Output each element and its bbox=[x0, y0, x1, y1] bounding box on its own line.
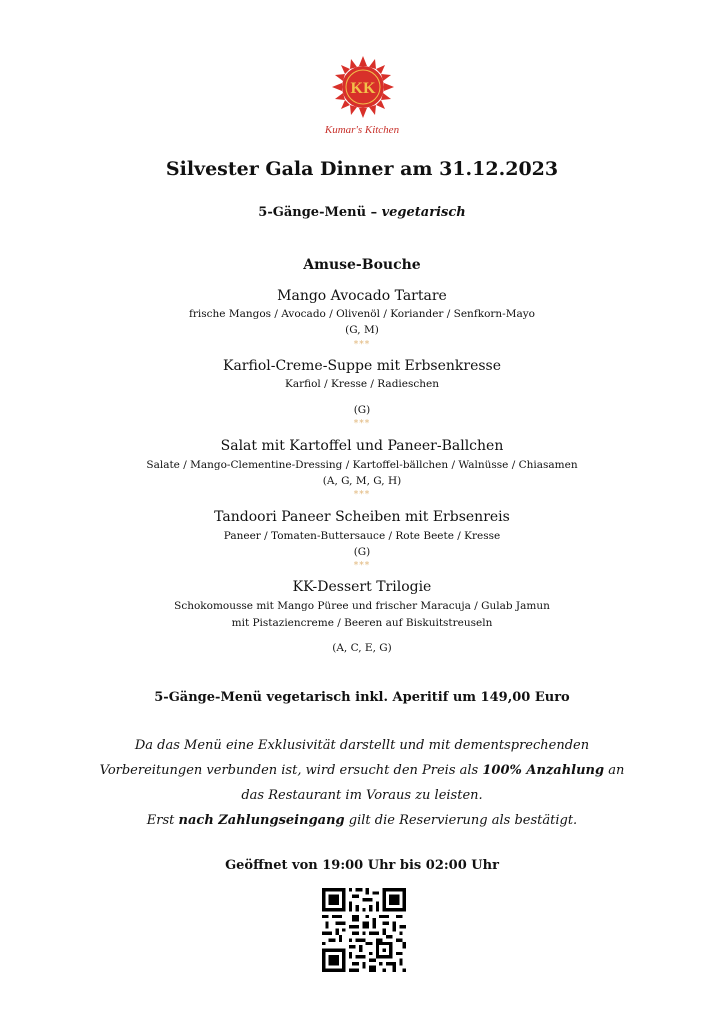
dish-name: KK-Dessert Trilogie bbox=[292, 579, 432, 595]
dish-name: Karfiol-Creme-Suppe mit Erbsenkresse bbox=[222, 358, 502, 374]
logo-monogram: KK bbox=[350, 80, 376, 97]
note-line-1: Da das Menü eine Exklusivität darstellt und mit dementsprechenden bbox=[134, 738, 590, 753]
dish-description-2: mit Pistaziencreme / Beeren auf Biskuitstreuseln bbox=[231, 617, 493, 629]
kumars-kitchen-logo bbox=[332, 56, 394, 118]
dish-allergens: (G, M) bbox=[345, 324, 379, 336]
qr-code[interactable] bbox=[322, 888, 406, 972]
dish-description: Karfiol / Kresse / Radieschen bbox=[284, 378, 439, 390]
opening-hours: Geöffnet von 19:00 Uhr bis 02:00 Uhr bbox=[225, 858, 499, 873]
subtitle-vegetarian: vegetarisch bbox=[381, 205, 466, 220]
dish-name: Salat mit Kartoffel und Paneer-Ballchen bbox=[220, 438, 504, 454]
logo-caption: Kumar's Kitchen bbox=[324, 124, 400, 136]
dish-description: Schokomousse mit Mango Püree und frischer Maracuja / Gulab Jamun bbox=[174, 600, 550, 612]
payment-emphasis: nach Zahlungseingang bbox=[178, 813, 345, 828]
dish-description: Paneer / Tomaten-Buttersauce / Rote Beete / Kresse bbox=[223, 530, 501, 542]
dish-name: Mango Avocado Tartare bbox=[277, 288, 447, 304]
note-line-3: das Restaurant im Voraus zu leisten. bbox=[241, 788, 483, 803]
note-line-2: Vorbereitungen verbunden ist, wird ersucht den Preis als 100% Anzahlung an bbox=[99, 763, 625, 778]
note-line-4: Erst nach Zahlungseingang gilt die Reservierung als bestätigt. bbox=[146, 813, 578, 828]
course-separator: *** bbox=[353, 340, 371, 350]
subtitle-dash: – bbox=[366, 205, 382, 220]
dish-allergens: (A, G, M, G, H) bbox=[322, 475, 402, 487]
price-line: 5-Gänge-Menü vegetarisch inkl. Aperitif um 149,00 Euro bbox=[154, 690, 570, 705]
dish-allergens: (G) bbox=[353, 546, 371, 558]
dish-allergens: (G) bbox=[353, 404, 371, 416]
menu-subtitle bbox=[0, 205, 724, 220]
section-heading: Amuse-Bouche bbox=[303, 257, 421, 273]
dish-description: frische Mangos / Avocado / Olivenöl / Koriander / Senfkorn-Mayo bbox=[189, 308, 535, 320]
dish-name: Tandoori Paneer Scheiben mit Erbsenreis bbox=[214, 509, 510, 525]
page-title: Silvester Gala Dinner am 31.12.2023 bbox=[165, 158, 559, 180]
subtitle-main: 5-Gänge-Menü bbox=[258, 205, 367, 220]
deposit-emphasis: 100% Anzahlung bbox=[482, 763, 605, 778]
dish-description: Salate / Mango-Clementine-Dressing / Kartoffel-bällchen / Walnüsse / Chiasamen bbox=[146, 459, 578, 471]
dish-allergens: (A, C, E, G) bbox=[332, 642, 392, 654]
course-separator: *** bbox=[353, 419, 371, 429]
course-separator: *** bbox=[353, 490, 371, 500]
course-separator: *** bbox=[353, 561, 371, 571]
